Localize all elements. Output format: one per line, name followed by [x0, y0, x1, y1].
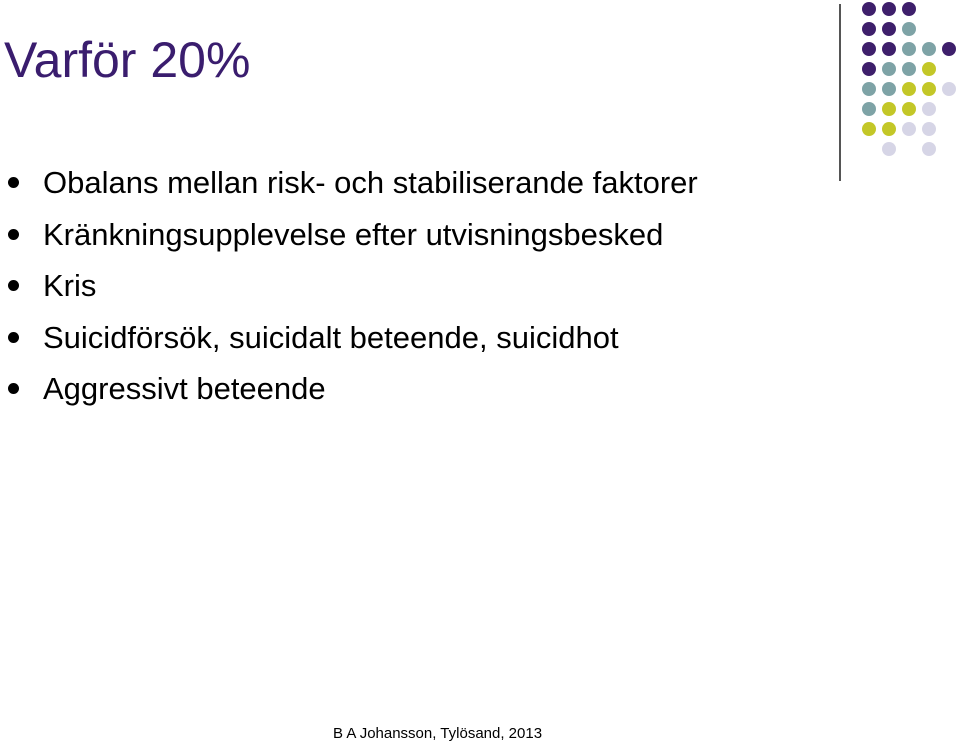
decorative-dot — [862, 2, 876, 16]
decorative-dot — [862, 22, 876, 36]
bullet-text: Kränkningsupplevelse efter utvisningsbesked — [43, 216, 664, 252]
decorative-dot — [942, 42, 956, 56]
bullet-dot-icon — [8, 280, 19, 291]
bullet-text: Kris — [43, 268, 97, 303]
slide-footer: B A Johansson, Tylösand, 2013 — [333, 725, 543, 742]
decorative-dot — [882, 142, 896, 156]
bullet-dot-icon — [8, 332, 19, 343]
decorative-dot — [902, 82, 916, 96]
bullet-text: Aggressivt beteende — [43, 371, 326, 406]
decorative-dot — [862, 62, 876, 76]
decorative-dot — [882, 62, 896, 76]
bullet-item — [0, 312, 698, 364]
decorative-dot — [922, 102, 936, 116]
bullet-item — [0, 157, 698, 209]
bullet-dot-icon — [8, 177, 19, 188]
decorative-dot — [862, 82, 876, 96]
bullet-text: Suicidförsök, suicidalt beteende, suicidhot — [43, 319, 619, 355]
decorative-dot — [902, 62, 916, 76]
bullet-item — [0, 260, 698, 312]
bullet-text: Obalans mellan risk- och stabiliserande faktorer — [43, 165, 698, 200]
decorative-dot — [862, 42, 876, 56]
decorative-dot — [902, 22, 916, 36]
slide-title: Varför 20% — [4, 32, 251, 88]
bullet-dot-icon — [8, 229, 19, 240]
decorative-dot — [862, 122, 876, 136]
decorative-dot — [882, 102, 896, 116]
decorative-dot — [862, 102, 876, 116]
decorative-dot — [882, 122, 896, 136]
bullet-item — [0, 209, 698, 261]
decorative-dot — [922, 142, 936, 156]
decorative-dot — [902, 2, 916, 16]
decorative-dot — [922, 42, 936, 56]
bullet-dot-icon — [8, 383, 19, 394]
bullet-list — [0, 157, 698, 415]
decorative-dot — [922, 62, 936, 76]
decorative-dot — [922, 82, 936, 96]
decorative-dot — [942, 82, 956, 96]
vertical-divider — [839, 4, 841, 181]
bullet-item — [0, 363, 698, 415]
decorative-dot — [902, 102, 916, 116]
decorative-dot — [902, 122, 916, 136]
decorative-dot — [882, 82, 896, 96]
decorative-dot — [922, 122, 936, 136]
decorative-dot — [882, 42, 896, 56]
decorative-dot — [882, 22, 896, 36]
decorative-dot — [902, 42, 916, 56]
decorative-dot — [882, 2, 896, 16]
